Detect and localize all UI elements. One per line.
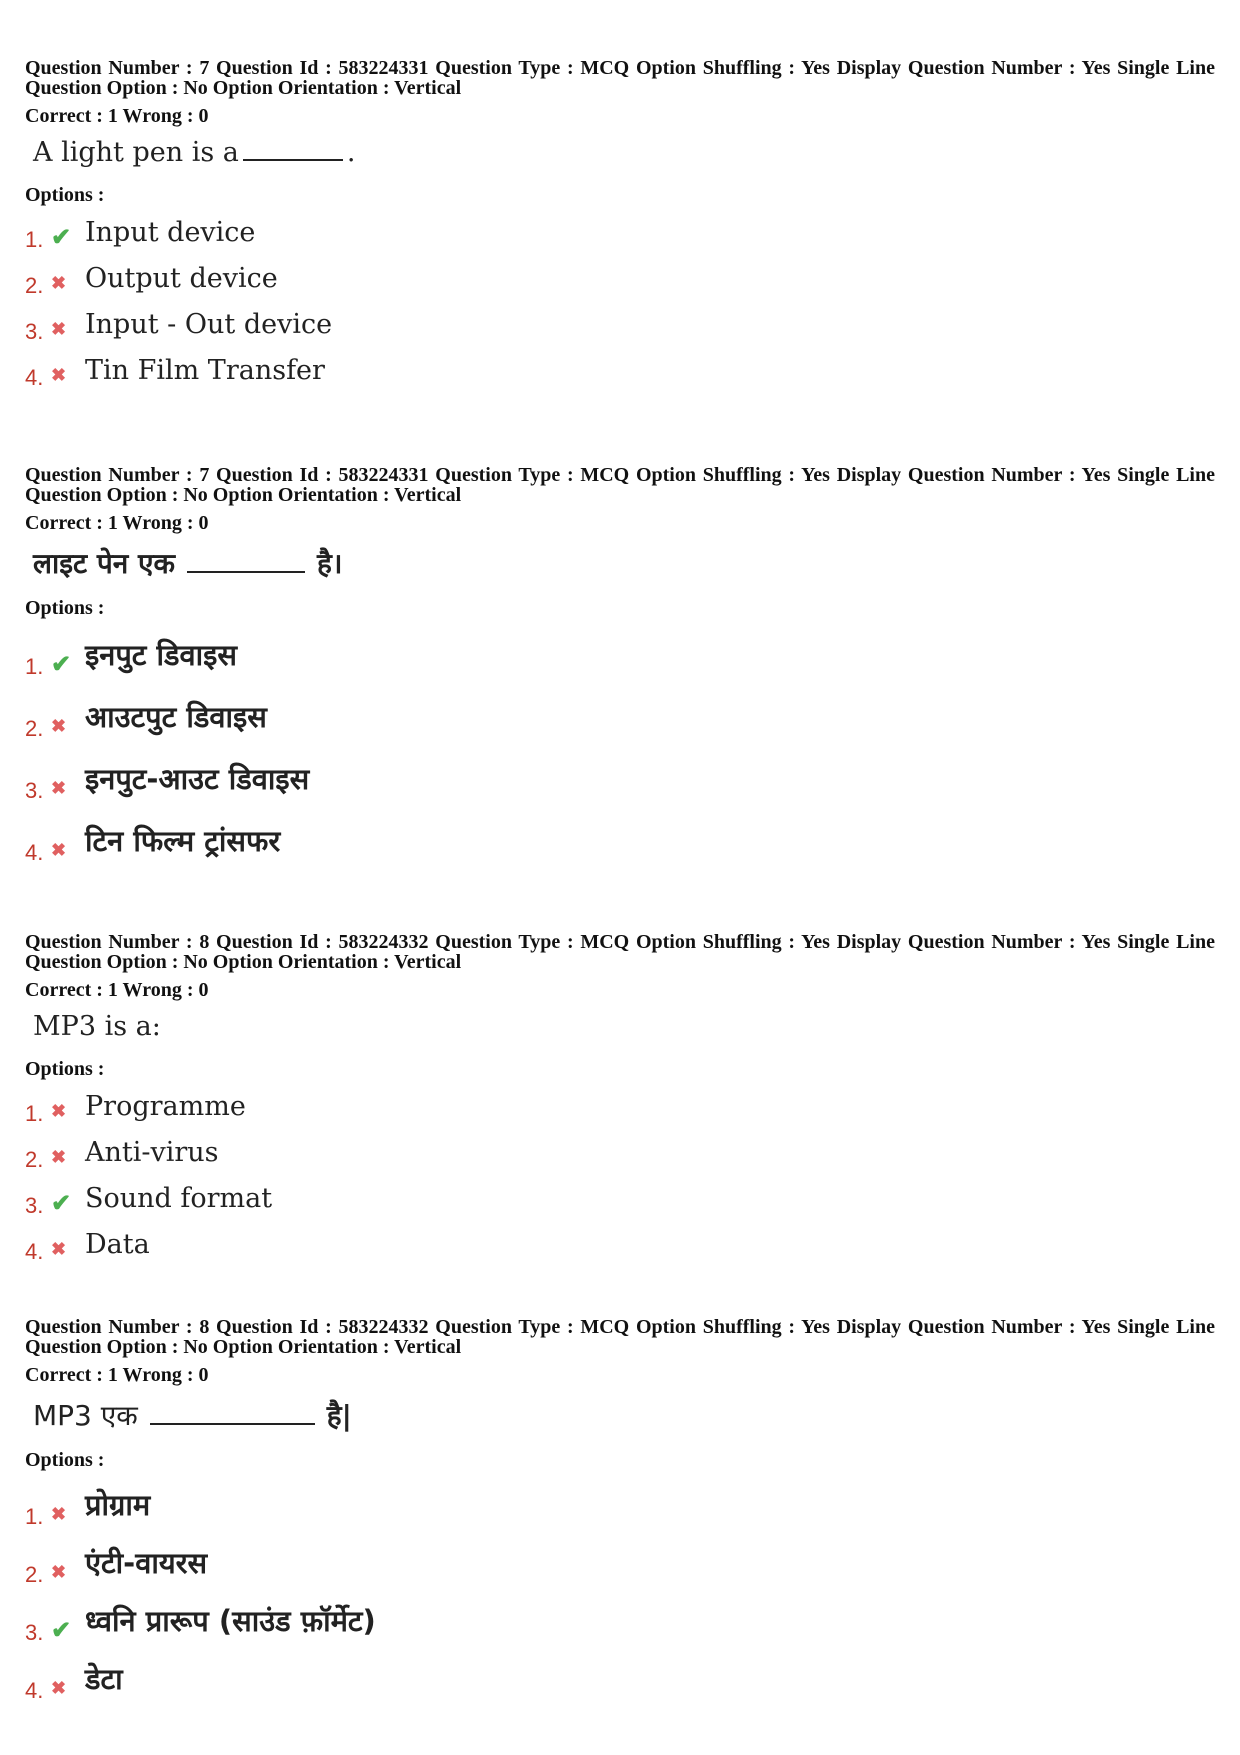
question-text-after: है। <box>317 547 343 580</box>
answer-blank <box>243 158 343 161</box>
option-3 <box>25 1179 1215 1219</box>
option-number: 1. <box>25 1504 44 1529</box>
cross-icon: ✖ <box>51 1562 67 1583</box>
question-text-after: है| <box>326 1399 352 1432</box>
question-meta: Question Number : 8 Question Id : 583224332 Question Type : MCQ Option Shuffling : Yes Display Question Number : Yes Single Line Question Option : No Option Orientation : Vertical <box>25 931 1215 973</box>
cross-icon: ✖ <box>51 1504 67 1525</box>
option-1 <box>25 213 1215 253</box>
option-3 <box>25 1596 1215 1646</box>
question-text-before: A light pen is a <box>33 137 239 168</box>
question-text <box>33 1399 1215 1433</box>
question-text <box>33 1010 1215 1044</box>
option-number: 3. <box>25 1620 44 1645</box>
option-4 <box>25 1654 1215 1704</box>
cross-icon: ✖ <box>51 365 67 386</box>
option-2 <box>25 692 1215 742</box>
question-score: Correct : 1 Wrong : 0 <box>25 512 209 534</box>
check-icon: ✔ <box>51 649 72 678</box>
question-text-after: . <box>346 137 356 168</box>
option-text: Input device <box>85 217 256 248</box>
option-text: टिन फिल्म ट्रांसफर <box>85 824 281 858</box>
cross-icon: ✖ <box>51 273 67 294</box>
question-text-before: MP3 एक <box>33 1399 138 1432</box>
option-number: 2. <box>25 273 44 298</box>
option-text: Data <box>85 1229 150 1260</box>
option-number: 4. <box>25 840 44 865</box>
cross-icon: ✖ <box>51 319 67 340</box>
question-score: Correct : 1 Wrong : 0 <box>25 979 209 1001</box>
option-number: 2. <box>25 1562 44 1587</box>
option-text: इनपुट-आउट डिवाइस <box>85 762 310 796</box>
cross-icon: ✖ <box>51 1678 67 1699</box>
option-number: 1. <box>25 654 44 679</box>
option-number: 3. <box>25 319 44 344</box>
option-4 <box>25 816 1215 866</box>
question-text-before: लाइट पेन एक <box>33 547 176 580</box>
option-text: Anti-virus <box>85 1137 219 1168</box>
question-block-q7-en <box>25 58 1215 391</box>
answer-blank <box>187 570 305 573</box>
question-block-q8-en <box>25 932 1215 1265</box>
option-2 <box>25 1538 1215 1588</box>
option-number: 4. <box>25 365 44 390</box>
question-block-q7-hi <box>25 465 1215 866</box>
cross-icon: ✖ <box>51 1101 67 1122</box>
option-3 <box>25 754 1215 804</box>
question-text <box>33 136 1215 170</box>
option-text: एंटी-वायरस <box>85 1546 208 1580</box>
question-text-before: MP3 is a: <box>33 1011 161 1042</box>
question-score: Correct : 1 Wrong : 0 <box>25 105 209 127</box>
option-text: Programme <box>85 1091 246 1122</box>
cross-icon: ✖ <box>51 840 67 861</box>
answer-blank <box>150 1422 315 1425</box>
check-icon: ✔ <box>51 222 72 251</box>
question-meta: Question Number : 7 Question Id : 583224331 Question Type : MCQ Option Shuffling : Yes Display Question Number : Yes Single Line Question Option : No Option Orientation : Vertical <box>25 57 1215 99</box>
question-block-q8-hi <box>25 1317 1215 1704</box>
option-text: डेटा <box>85 1662 123 1696</box>
option-number: 1. <box>25 227 44 252</box>
option-text: Tin Film Transfer <box>85 355 325 386</box>
cross-icon: ✖ <box>51 716 67 737</box>
option-3 <box>25 305 1215 345</box>
check-icon: ✔ <box>51 1188 72 1217</box>
option-number: 3. <box>25 1193 44 1218</box>
option-2 <box>25 1133 1215 1173</box>
options-label: Options : <box>25 1058 105 1080</box>
cross-icon: ✖ <box>51 1239 67 1260</box>
options-label: Options : <box>25 184 105 206</box>
option-1 <box>25 630 1215 680</box>
option-text: ध्वनि प्रारूप (साउंड फ़ॉर्मेट) <box>85 1604 376 1638</box>
option-text: Sound format <box>85 1183 273 1214</box>
cross-icon: ✖ <box>51 1147 67 1168</box>
option-1 <box>25 1480 1215 1530</box>
question-text <box>33 547 1215 581</box>
option-number: 4. <box>25 1239 44 1264</box>
option-4 <box>25 351 1215 391</box>
option-1 <box>25 1087 1215 1127</box>
question-score: Correct : 1 Wrong : 0 <box>25 1364 209 1386</box>
option-number: 2. <box>25 716 44 741</box>
option-text: Output device <box>85 263 278 294</box>
option-number: 2. <box>25 1147 44 1172</box>
option-text: प्रोग्राम <box>85 1488 151 1522</box>
option-number: 3. <box>25 778 44 803</box>
option-text: Input - Out device <box>85 309 333 340</box>
question-meta: Question Number : 8 Question Id : 583224332 Question Type : MCQ Option Shuffling : Yes Display Question Number : Yes Single Line Question Option : No Option Orientation : Vertical <box>25 1316 1215 1358</box>
option-text: इनपुट डिवाइस <box>85 638 238 672</box>
option-number: 1. <box>25 1101 44 1126</box>
check-icon: ✔ <box>51 1615 72 1644</box>
option-text: आउटपुट डिवाइस <box>85 700 267 734</box>
question-meta: Question Number : 7 Question Id : 583224331 Question Type : MCQ Option Shuffling : Yes Display Question Number : Yes Single Line Question Option : No Option Orientation : Vertical <box>25 464 1215 506</box>
options-label: Options : <box>25 597 105 619</box>
option-4 <box>25 1225 1215 1265</box>
options-label: Options : <box>25 1449 105 1471</box>
cross-icon: ✖ <box>51 778 67 799</box>
option-2 <box>25 259 1215 299</box>
option-number: 4. <box>25 1678 44 1703</box>
